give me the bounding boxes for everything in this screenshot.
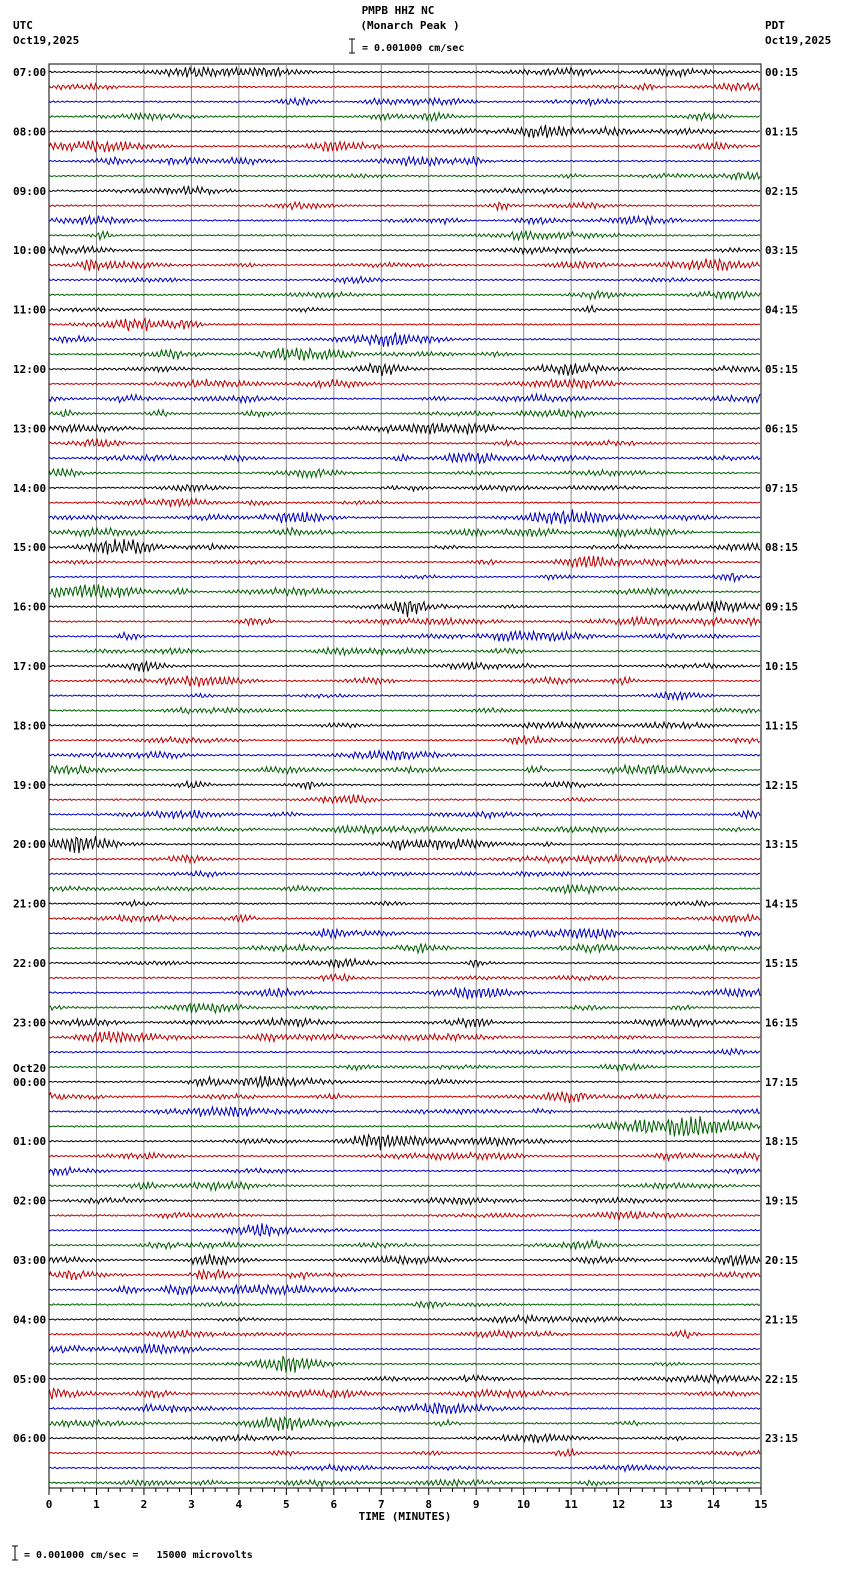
seismic-trace	[49, 1049, 760, 1055]
seismic-trace	[49, 617, 760, 627]
seismic-trace	[49, 1449, 760, 1456]
seismic-trace	[49, 765, 760, 775]
seismic-trace	[49, 1167, 760, 1175]
seismic-trace	[49, 974, 760, 981]
pdt-hour-label: 16:15	[765, 1016, 799, 1030]
utc-hour-label: 14:00	[13, 481, 47, 495]
station-title: PMPB HHZ NC	[361, 4, 435, 17]
seismic-trace	[49, 1270, 760, 1280]
x-tick-label: 13	[659, 1498, 673, 1511]
seismic-trace	[49, 67, 760, 78]
seismic-trace	[49, 959, 760, 968]
seismic-trace	[49, 332, 760, 346]
utc-hour-label: 00:00	[13, 1075, 47, 1089]
seismic-trace	[49, 1031, 760, 1043]
pdt-hour-label: 11:15	[765, 719, 799, 733]
pdt-hour-label: 01:15	[765, 125, 799, 139]
utc-hour-label: 18:00	[13, 719, 47, 733]
footer-scale-label: = 0.001000 cm/sec = 15000 microvolts	[24, 1550, 253, 1561]
seismic-trace	[49, 692, 760, 700]
x-tick-label: 15	[754, 1498, 768, 1511]
seismic-trace	[49, 1434, 760, 1443]
seismic-trace	[49, 246, 760, 254]
utc-hour-label: 04:00	[13, 1313, 47, 1327]
x-tick-label: 14	[706, 1498, 721, 1511]
seismic-trace	[49, 306, 760, 313]
pdt-hour-label: 10:15	[765, 660, 799, 673]
seismic-trace	[49, 1301, 760, 1307]
seismic-trace	[49, 394, 760, 402]
x-tick-label: 7	[377, 1498, 385, 1511]
seismic-trace	[49, 836, 760, 853]
pdt-hour-label: 19:15	[765, 1194, 799, 1208]
x-tick-label: 12	[611, 1498, 626, 1511]
utc-hour-label: 22:00	[13, 957, 47, 970]
utc-hour-label: 13:00	[13, 422, 47, 436]
pdt-hour-label: 07:15	[765, 481, 799, 495]
utc-hour-label: 21:00	[13, 897, 47, 911]
seismic-trace	[49, 751, 760, 761]
pdt-hour-label: 05:15	[765, 363, 799, 376]
seismic-trace	[49, 379, 760, 389]
x-tick-label: 11	[564, 1498, 578, 1511]
seismic-trace	[49, 1181, 760, 1190]
utc-hour-label: 15:00	[13, 541, 47, 555]
seismic-trace	[49, 141, 760, 153]
pdt-hour-label: 00:15	[765, 66, 799, 79]
seismic-trace	[49, 1388, 760, 1399]
seismic-trace	[49, 736, 760, 744]
seismic-trace	[49, 125, 760, 138]
pdt-hour-label: 03:15	[765, 244, 799, 258]
utc-hour-label: 06:00	[13, 1432, 47, 1446]
pdt-hour-label: 04:15	[765, 303, 799, 317]
seismic-trace	[49, 1211, 760, 1220]
seismic-trace	[49, 485, 760, 492]
utc-hour-label: 19:00	[13, 778, 47, 792]
utc-hour-label: 01:00	[13, 1135, 47, 1149]
pdt-hour-label: 15:15	[765, 957, 799, 970]
seismic-trace	[49, 810, 760, 819]
seismic-trace	[49, 1240, 760, 1249]
pdt-hour-label: 23:15	[765, 1432, 799, 1446]
seismic-trace	[49, 319, 760, 331]
seismic-trace	[49, 648, 760, 655]
seismic-trace	[49, 1315, 760, 1323]
x-tick-label: 8	[425, 1498, 433, 1511]
seismic-trace	[49, 186, 760, 194]
utc-hour-label: 05:00	[13, 1372, 47, 1386]
seismic-trace	[49, 509, 760, 524]
seismic-trace	[49, 1003, 760, 1013]
utc-hour-label: 11:00	[13, 303, 47, 317]
pdt-hour-label: 17:15	[765, 1075, 799, 1089]
seismic-trace	[49, 722, 760, 729]
seismic-trace	[49, 631, 760, 642]
scale-label: = 0.001000 cm/sec	[362, 43, 465, 54]
x-tick-label: 4	[235, 1498, 243, 1511]
x-tick-label: 3	[188, 1498, 195, 1511]
seismic-trace	[49, 676, 760, 688]
utc-hour-label: 17:00	[13, 660, 47, 673]
seismic-trace	[49, 231, 760, 240]
seismic-trace	[49, 943, 760, 953]
seismic-trace	[49, 1091, 760, 1103]
x-tick-label: 0	[45, 1498, 53, 1511]
utc-hour-label: 23:00	[13, 1016, 47, 1030]
seismic-trace	[49, 1480, 760, 1487]
seismic-trace	[49, 1330, 760, 1338]
station-location: (Monarch Peak )	[360, 19, 460, 32]
seismic-trace	[49, 1152, 760, 1160]
pdt-hour-label: 18:15	[765, 1135, 799, 1149]
seismic-trace	[49, 1064, 760, 1070]
utc-hour-label: 20:00	[13, 838, 47, 852]
x-tick-label: 2	[140, 1498, 148, 1511]
seismic-trace	[49, 468, 760, 477]
seismic-trace	[49, 987, 760, 999]
utc-hour-label: 09:00	[13, 184, 47, 198]
x-axis-label: TIME (MINUTES)	[358, 1510, 452, 1523]
right-timezone: PDT	[765, 19, 785, 32]
pdt-hour-label: 12:15	[765, 778, 799, 792]
seismic-trace	[49, 1223, 760, 1236]
seismic-trace	[49, 900, 760, 906]
seismic-trace	[49, 1356, 760, 1373]
seismic-trace	[49, 453, 760, 464]
x-tick-label: 5	[283, 1498, 290, 1511]
utc-hour-label: 02:00	[13, 1194, 47, 1208]
seismic-trace	[49, 707, 760, 713]
seismic-trace	[49, 98, 760, 106]
seismic-trace	[49, 556, 760, 568]
date-change-label: Oct20	[13, 1061, 47, 1075]
seismic-trace	[49, 601, 760, 617]
seismic-trace	[49, 348, 760, 361]
seismic-trace	[49, 156, 760, 166]
seismic-trace	[49, 826, 760, 834]
seismic-trace	[49, 573, 760, 581]
seismic-trace	[49, 1284, 760, 1294]
seismic-trace	[49, 258, 760, 271]
seismic-trace	[49, 1116, 760, 1137]
left-timezone: UTC	[13, 19, 33, 32]
seismic-trace	[49, 1197, 760, 1204]
seismic-trace	[49, 528, 760, 537]
seismic-trace	[49, 216, 760, 225]
utc-hour-label: 08:00	[13, 125, 47, 139]
utc-hour-label: 07:00	[13, 66, 47, 79]
pdt-hour-label: 06:15	[765, 422, 799, 436]
seismic-trace	[49, 83, 760, 91]
seismic-trace	[49, 172, 760, 180]
seismic-trace	[49, 1076, 760, 1087]
seismic-trace	[49, 439, 760, 447]
pdt-hour-label: 20:15	[765, 1254, 799, 1267]
utc-hour-label: 12:00	[13, 363, 47, 376]
x-tick-label: 1	[93, 1498, 100, 1511]
pdt-hour-label: 09:15	[765, 600, 799, 614]
pdt-hour-label: 22:15	[765, 1372, 799, 1386]
seismic-trace	[49, 1375, 760, 1383]
seismic-trace	[49, 291, 760, 299]
seismic-trace	[49, 871, 760, 877]
seismic-trace	[49, 1403, 760, 1414]
seismic-trace	[49, 113, 760, 121]
seismic-trace	[49, 1018, 760, 1027]
x-tick-label: 9	[472, 1498, 480, 1511]
seismic-trace	[49, 855, 760, 864]
seismic-trace	[49, 1464, 760, 1471]
seismic-trace	[49, 884, 760, 893]
pdt-hour-label: 08:15	[765, 541, 799, 555]
seismic-trace	[49, 1344, 760, 1354]
seismic-trace	[49, 277, 760, 284]
right-date: Oct19,2025	[765, 34, 832, 47]
seismic-trace	[49, 794, 760, 803]
seismic-trace	[49, 499, 760, 507]
pdt-hour-label: 14:15	[765, 897, 799, 911]
seismic-trace	[49, 1417, 760, 1431]
seismic-trace	[49, 1107, 760, 1117]
seismic-trace	[49, 584, 760, 597]
pdt-hour-label: 13:15	[765, 838, 799, 852]
seismic-trace	[49, 928, 760, 938]
pdt-hour-label: 21:15	[765, 1313, 799, 1327]
x-tick-label: 10	[517, 1498, 531, 1511]
seismic-trace	[49, 1135, 760, 1150]
seismic-trace	[49, 1254, 760, 1267]
x-tick-label: 6	[330, 1498, 338, 1511]
left-date: Oct19,2025	[13, 34, 80, 47]
seismic-trace	[49, 423, 760, 435]
seismic-trace	[49, 202, 760, 210]
utc-hour-label: 03:00	[13, 1254, 47, 1267]
seismic-trace	[49, 781, 760, 790]
utc-hour-label: 16:00	[13, 600, 47, 614]
seismic-trace	[49, 539, 760, 555]
seismic-trace	[49, 409, 760, 417]
pdt-hour-label: 02:15	[765, 184, 799, 198]
utc-hour-label: 10:00	[13, 244, 47, 258]
seismic-trace	[49, 662, 760, 672]
seismic-trace	[49, 363, 760, 376]
seismic-trace	[49, 914, 760, 922]
